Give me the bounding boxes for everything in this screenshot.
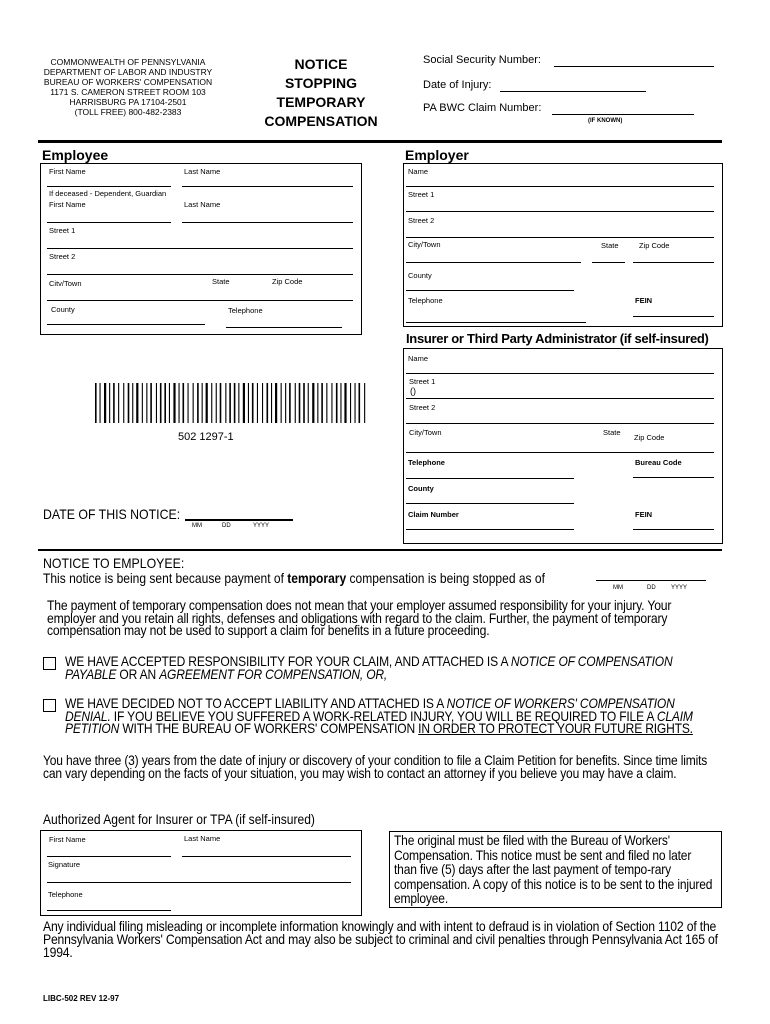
barcode-bar (275, 383, 277, 423)
form-title (250, 55, 392, 131)
barcode-bar (317, 383, 318, 423)
opt1-b: OR AN (116, 665, 160, 682)
opt2-a: WE HAVE DECIDED NOT TO ACCEPT LIABILITY AND ATTACHED IS A (65, 695, 447, 711)
er-fein-field[interactable] (633, 316, 714, 317)
barcode-bar (95, 383, 97, 423)
emp-first-name-field[interactable] (47, 186, 171, 187)
er-street1-label: Street 1 (408, 190, 435, 199)
emp-deceased-label: If deceased - Dependent, Guardian (49, 189, 167, 198)
barcode-bar (355, 383, 356, 423)
barcode-bar (104, 383, 106, 423)
barcode-bar (271, 383, 272, 423)
ins-street2-field[interactable] (406, 423, 714, 424)
ins-street1-field[interactable] (406, 398, 714, 399)
opt1-italic: NOTICE OF COMPENSATION PAYABLE (65, 653, 673, 682)
barcode-bar (160, 383, 162, 423)
filing-note-text: The original must be filed with the Bureau of Workers' Compensation. This notice must be sent and filed no later than five (5) days after the last payment of tempo-rary compensation. A copy of this notice is to be sent to the injured employee. (394, 832, 713, 907)
section-rule (38, 549, 722, 551)
er-county-field[interactable] (406, 290, 574, 291)
date-notice-dd: DD (222, 523, 231, 529)
barcode-bar (179, 383, 180, 423)
er-zip-field[interactable] (633, 262, 714, 263)
emp-county-label: County (51, 305, 75, 314)
agent-signature-field[interactable] (47, 882, 351, 883)
agent-first-name-label: First Name (49, 835, 86, 844)
opt2-underlined: IN ORDER TO PROTECT YOUR FUTURE RIGHTS. (418, 720, 693, 736)
title-line: NOTICE (294, 56, 348, 72)
emp-state-label: State (212, 277, 230, 286)
agency-line: (TOLL FREE) 800-482-2383 (74, 107, 182, 117)
claim-number-field[interactable] (552, 114, 694, 115)
agent-first-name-field[interactable] (47, 856, 171, 857)
barcode-bar (197, 383, 199, 423)
emp-dep-first-field[interactable] (47, 222, 171, 223)
agent-signature-label: Signature (48, 860, 81, 869)
barcode-bar (142, 383, 143, 423)
injury-date-field[interactable] (500, 91, 646, 92)
barcode-bar (118, 383, 119, 423)
emp-street2-field[interactable] (47, 274, 353, 275)
stop-date-dd: DD (647, 585, 656, 591)
barcode-bar (267, 383, 269, 423)
opt2-italic: NOTICE OF WORKERS' COMPENSATION DENIAL. (65, 695, 675, 724)
emp-telephone-field[interactable] (226, 327, 342, 328)
date-notice-label: DATE OF THIS NOTICE: (43, 506, 181, 522)
title-line: TEMPORARY (276, 94, 366, 110)
barcode-bar (340, 383, 341, 423)
opt1-italic-2: AGREEMENT FOR COMPENSATION, OR, (159, 665, 388, 682)
barcode-bar (326, 383, 327, 423)
barcode-bar (350, 383, 351, 423)
ins-street1-value: () (410, 386, 416, 396)
barcode-bar (146, 383, 147, 423)
employer-box (403, 163, 723, 327)
ins-street2-label: Street 2 (409, 403, 436, 412)
emp-dep-first-label: First Name (49, 200, 86, 209)
ins-bureau-code-field[interactable] (633, 477, 714, 478)
opt2-italic-2: CLAIM PETITION (65, 707, 693, 736)
emp-first-name-label: First Name (49, 167, 86, 176)
notice-stop-bold: temporary (287, 570, 347, 586)
emp-dep-last-label: Last Name (184, 200, 221, 209)
agent-heading: Authorized Agent for Insurer or TPA (if self-insured) (43, 811, 315, 827)
barcode-bar (308, 383, 309, 423)
er-telephone-field[interactable] (406, 322, 586, 323)
er-state-field[interactable] (592, 262, 625, 263)
insurer-heading: Insurer or Third Party Administrator (if self-insured) (406, 331, 709, 346)
agent-telephone-field[interactable] (47, 910, 171, 911)
emp-city-label: Citv/Town (49, 279, 82, 288)
deny-checkbox[interactable] (43, 699, 56, 712)
barcode-bar (113, 383, 115, 423)
ins-name-label: Name (408, 354, 429, 363)
barcode-bar (100, 383, 101, 423)
er-zip-label: Zip Code (639, 241, 670, 250)
ins-fein-label: FEIN (635, 510, 653, 519)
employee-heading: Employee (42, 147, 109, 163)
barcode-bar (295, 383, 296, 423)
stop-date-field[interactable] (596, 580, 706, 581)
barcode-bar (248, 383, 249, 423)
employer-heading: Employer (405, 147, 469, 163)
barcode-bar (243, 383, 245, 423)
notice-stop-text-b: compensation is being stopped as of (346, 570, 545, 586)
ins-city-label: City/Town (409, 428, 442, 437)
ins-county-label: County (408, 484, 434, 493)
notice-heading: NOTICE TO EMPLOYEE: (43, 555, 185, 571)
barcode-bar (150, 383, 152, 423)
er-fein-label: FEIN (635, 296, 653, 305)
header-rule (38, 140, 722, 143)
barcode-bar (216, 383, 217, 423)
barcode-bar (257, 383, 258, 423)
emp-street2-label: Street 2 (49, 252, 76, 261)
barcode-bar (299, 383, 301, 423)
ins-claim-number-label: Claim Number (408, 510, 459, 519)
agency-line: COMMONWEALTH OF PENNSYLVANIA (50, 57, 206, 67)
barcode-bar (188, 383, 189, 423)
emp-zip-label: Zip Code (272, 277, 303, 286)
agency-line: HARRISBURG PA 17104-2501 (69, 97, 187, 107)
accept-checkbox[interactable] (43, 657, 56, 670)
emp-county-field[interactable] (47, 324, 205, 325)
ins-city-state-zip-field[interactable] (406, 452, 714, 453)
barcode-bar (344, 383, 346, 423)
ins-street1-label: Street 1 (409, 377, 436, 386)
notice-para-2: You have three (3) years from the date of injury or discovery of your condition to file a Claim Petition for benefits. Since time limits can vary depending on the facts of your situation, you may wish to contact an attorney if you believe you may have a claim. (43, 752, 708, 781)
er-street1-field[interactable] (406, 211, 714, 212)
opt2-b: IF YOU BELIEVE YOU SUFFERED A WORK-RELATED INJURY, YOU WILL BE REQUIRED TO FILE A (110, 707, 657, 724)
barcode-bar (285, 383, 286, 423)
barcode-bar (321, 383, 323, 423)
ins-telephone-label: Telephone (408, 458, 445, 467)
barcode-bar (183, 383, 185, 423)
agency-line: 1171 S. CAMERON STREET ROOM 103 (50, 87, 206, 97)
opt2-c: WITH THE BUREAU OF WORKERS' COMPENSATION (119, 720, 419, 736)
barcode-bar (128, 383, 130, 423)
er-telephone-label: Telephone (408, 296, 443, 305)
stop-date-mm: MM (613, 585, 623, 591)
emp-dep-last-field[interactable] (182, 222, 353, 223)
er-name-label: Name (408, 167, 429, 176)
emp-last-name-field[interactable] (182, 186, 353, 187)
injury-date-label: Date of Injury: (423, 79, 492, 91)
opt1-a: WE HAVE ACCEPTED RESPONSIBILITY FOR YOUR CLAIM, AND ATTACHED IS A (65, 653, 511, 669)
notice-stop-text-a: This notice is being sent because payment of (43, 570, 288, 586)
barcode-bar (234, 383, 236, 423)
fraud-warning: Any individual filing misleading or incomplete information knowingly and with intent to defraud is in violation of Section 1102 of the Pennsylvania Workers' Compensation Act and may also be subject to criminal and civil penalties through Pennsylvania Act 165 of 1994. (43, 918, 718, 960)
emp-city-state-zip-field[interactable] (47, 300, 353, 301)
barcode-bar (123, 383, 124, 423)
barcode-bar (156, 383, 157, 423)
emp-last-name-label: Last Name (184, 167, 221, 176)
agency-line: BUREAU OF WORKERS' COMPENSATION (43, 77, 213, 87)
er-county-label: County (408, 271, 432, 280)
er-street2-field[interactable] (406, 237, 714, 238)
barcode-bar (359, 383, 361, 423)
date-notice-mm: MM (192, 523, 202, 529)
barcode-bar (303, 383, 305, 423)
form-id-footer: LIBC-502 REV 12-97 (43, 994, 120, 1003)
claim-number-label: PA BWC Claim Number: (423, 102, 542, 114)
er-state-label: State (601, 241, 619, 250)
barcode-bar (289, 383, 291, 423)
barcode-bar (336, 383, 338, 423)
ins-state-label: State (603, 428, 621, 437)
barcode-bar (202, 383, 203, 423)
ins-name-field[interactable] (406, 373, 714, 374)
stop-date-yyyy: YYYY (671, 585, 688, 591)
date-notice-yyyy: YYYY (253, 523, 270, 529)
if-known-label: (IF KNOWN) (588, 118, 623, 124)
agent-last-name-label: Last Name (184, 834, 221, 843)
barcode-text: 502 1297-1 (178, 431, 234, 443)
agency-address (38, 57, 218, 117)
barcode-bar (364, 383, 365, 423)
accept-option-text (65, 655, 712, 680)
barcode-bar (220, 383, 222, 423)
barcode-bar (136, 383, 138, 423)
ins-county-field[interactable] (406, 503, 574, 504)
title-line: COMPENSATION (264, 113, 378, 129)
barcode-bar (211, 383, 212, 423)
barcode-bar (225, 383, 226, 423)
barcode-bar (229, 383, 231, 423)
ins-telephone-field[interactable] (406, 478, 574, 479)
deny-option-text (65, 697, 712, 735)
ssn-field[interactable] (554, 66, 714, 67)
ins-claim-number-field[interactable] (406, 529, 574, 530)
notice-stop-line (43, 570, 545, 586)
agent-telephone-label: Telephone (48, 890, 83, 899)
emp-street1-field[interactable] (47, 248, 353, 249)
er-name-field[interactable] (406, 186, 714, 187)
title-line: STOPPING (284, 75, 358, 91)
agent-last-name-field[interactable] (182, 856, 351, 857)
er-city-field[interactable] (406, 262, 581, 263)
notice-para-1: The payment of temporary compensation does not mean that your employer assumed responsibility for your injury. Your employer and you retain all rights, defenses and obligations with regard to the claim. Further, the payment of temporary compensation may not be used to support a claim for benefits in a future proceeding. (47, 597, 672, 638)
barcode-bar (238, 383, 239, 423)
barcode-bar (109, 383, 110, 423)
barcode-image (95, 383, 367, 423)
barcode-bar (173, 383, 175, 423)
emp-street1-label: Street 1 (49, 226, 76, 235)
barcode-bar (331, 383, 332, 423)
barcode-bar (252, 383, 254, 423)
barcode-bar (132, 383, 133, 423)
er-city-label: City/Town (408, 240, 441, 249)
barcode-bar (206, 383, 208, 423)
barcode-bar (169, 383, 170, 423)
barcode-bar (281, 383, 282, 423)
barcode-bar (193, 383, 194, 423)
agency-line: DEPARTMENT OF LABOR AND INDUSTRY (43, 67, 213, 77)
ins-fein-field[interactable] (633, 529, 714, 530)
barcode-bar (262, 383, 263, 423)
barcode-bar (164, 383, 166, 423)
er-street2-label: Street 2 (408, 216, 435, 225)
ins-bureau-code-label: Bureau Code (635, 458, 682, 467)
ssn-label: Social Security Number: (423, 54, 541, 66)
ins-zip-label: Zip Code (634, 433, 665, 442)
emp-telephone-label: Telephone (228, 306, 263, 315)
barcode-bar (312, 383, 314, 423)
date-notice-field[interactable] (185, 519, 293, 521)
